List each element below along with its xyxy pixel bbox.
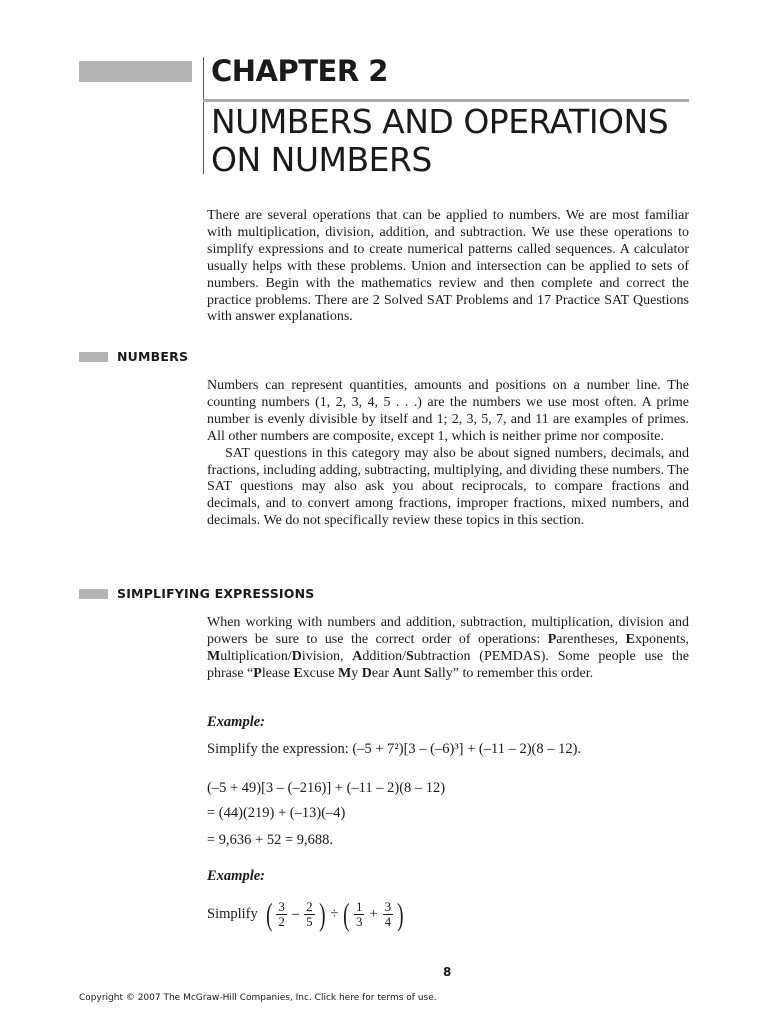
phrase-s: S — [424, 665, 432, 681]
pemdas-a-rest: ddition/ — [362, 648, 406, 664]
pemdas-d-rest: ivision, — [301, 648, 353, 664]
chapter-gray-bar — [79, 61, 192, 82]
pemdas-s-rest: ubtraction (PEMDAS). Some people use the phrase “ — [207, 648, 689, 681]
pemdas-e-rest: xponents, — [634, 631, 689, 647]
phrase-a: A — [392, 665, 403, 681]
pemdas-d: D — [291, 648, 302, 664]
chapter-title — [211, 103, 731, 179]
pemdas-p-rest: arentheses, — [556, 631, 626, 647]
example-1-step-1: (–5 + 49)[3 – (–216)] + (–11 – 2)(8 – 12) — [207, 780, 446, 796]
intro-paragraph: There are several operations that can be applied to numbers. We are most familiar with multiplication, division, addition, and subtraction. We use these operations to simplify expressions and to create numerical patterns called sequences. A calculator usually helps with these problems. Union and intersection can be applied to sets of numbers. Begin with the mathematics review and then complete and correct the practice problems. There are 2 Solved SAT Problems and 17 Practice SAT Questions with answer explanations. — [207, 208, 689, 325]
phrase-s-rest: ally” to remember this order. — [431, 665, 594, 681]
numbers-body — [207, 378, 689, 530]
pemdas-p: P — [547, 631, 557, 647]
example-2-expression — [207, 898, 406, 930]
phrase-m: M — [338, 665, 352, 681]
right-paren-1: ) — [318, 896, 326, 932]
operator-plus: + — [369, 905, 378, 922]
numbers-paragraph-2: SAT questions in this category may also be about signed numbers, decimals, and fractions, including adding, subtracting, multiplying, and dividing these numbers. The SAT questions may also ask you about reciprocals, to compare fractions and decimals, and to convert among fractions, improper fractions, mixed numbers, and decimals. We do not specifically review these topics in this section. — [207, 445, 689, 529]
phrase-d-rest: ear — [371, 665, 393, 681]
phrase-p: P — [253, 665, 262, 681]
section-heading-simplifying: SIMPLIFYING EXPRESSIONS — [117, 586, 315, 601]
left-paren-2: ( — [343, 896, 350, 932]
chapter-label: CHAPTER 2 — [211, 54, 388, 88]
chapter-title-line1: NUMBERS AND OPERATIONS — [211, 102, 669, 141]
pemdas-m: M — [207, 648, 221, 664]
section-simplifying-bar — [79, 589, 108, 599]
phrase-a-rest: unt — [402, 665, 424, 681]
numbers-paragraph-1: Numbers can represent quantities, amounts and positions on a number line. The counting numbers (1, 2, 3, 4, 5 . . .) are the numbers we use most often. A prime number is evenly divisible by itself and 1; 2, 3, 5, 7, and 11 are examples of primes. All other numbers are composite, except 1, which is neither prime nor composite. — [207, 378, 689, 444]
example-1-problem: Simplify the expression: (–5 + 7²)[3 – (–6)³] + (–11 – 2)(8 – 12). — [207, 741, 582, 757]
copyright-link[interactable]: Copyright © 2007 The McGraw-Hill Companies, Inc. Click here for terms of use. — [79, 993, 437, 1003]
page-number: 8 — [443, 965, 452, 979]
pemdas-m-rest: ultiplication/ — [220, 648, 292, 664]
section-heading-numbers: NUMBERS — [117, 349, 189, 364]
chapter-title-line2: ON NUMBERS — [211, 140, 432, 179]
chapter-vertical-rule — [203, 57, 204, 174]
phrase-p-rest: lease — [261, 665, 294, 681]
fraction-1-over-3: $\frac{1}{3}$ — [355, 898, 363, 929]
example-1-label: Example: — [207, 714, 265, 730]
pemdas-paragraph — [207, 615, 689, 683]
right-paren-2: ) — [397, 896, 404, 932]
phrase-e: E — [293, 665, 303, 681]
operator-divide: ÷ — [330, 905, 339, 922]
phrase-e-rest: xcuse — [302, 665, 339, 681]
operator-minus: – — [291, 905, 300, 922]
phrase-m-rest: y — [351, 665, 362, 681]
example-1-step-3: = 9,636 + 52 = 9,688. — [207, 832, 334, 848]
pemdas-intro: When working with numbers and addition, subtraction, multiplication, division and powers be sure to use the correct order of operations: — [207, 615, 689, 647]
pemdas-a: A — [352, 648, 363, 664]
fraction-3-over-2: $\frac{3}{2}$ — [278, 898, 285, 929]
example-2-prefix: Simplify — [207, 905, 258, 922]
fraction-2-over-5: $\frac{2}{5}$ — [306, 898, 313, 929]
section-numbers-bar — [79, 352, 108, 362]
fraction-3-over-4: $\frac{3}{4}$ — [384, 898, 392, 929]
pemdas-e: E — [625, 631, 635, 647]
pemdas-s: S — [405, 648, 414, 664]
example-2-label: Example: — [207, 868, 265, 884]
phrase-d: D — [361, 665, 372, 681]
example-1-step-2: = (44)(219) + (–13)(–4) — [207, 805, 346, 821]
left-paren-1: ( — [265, 896, 273, 932]
